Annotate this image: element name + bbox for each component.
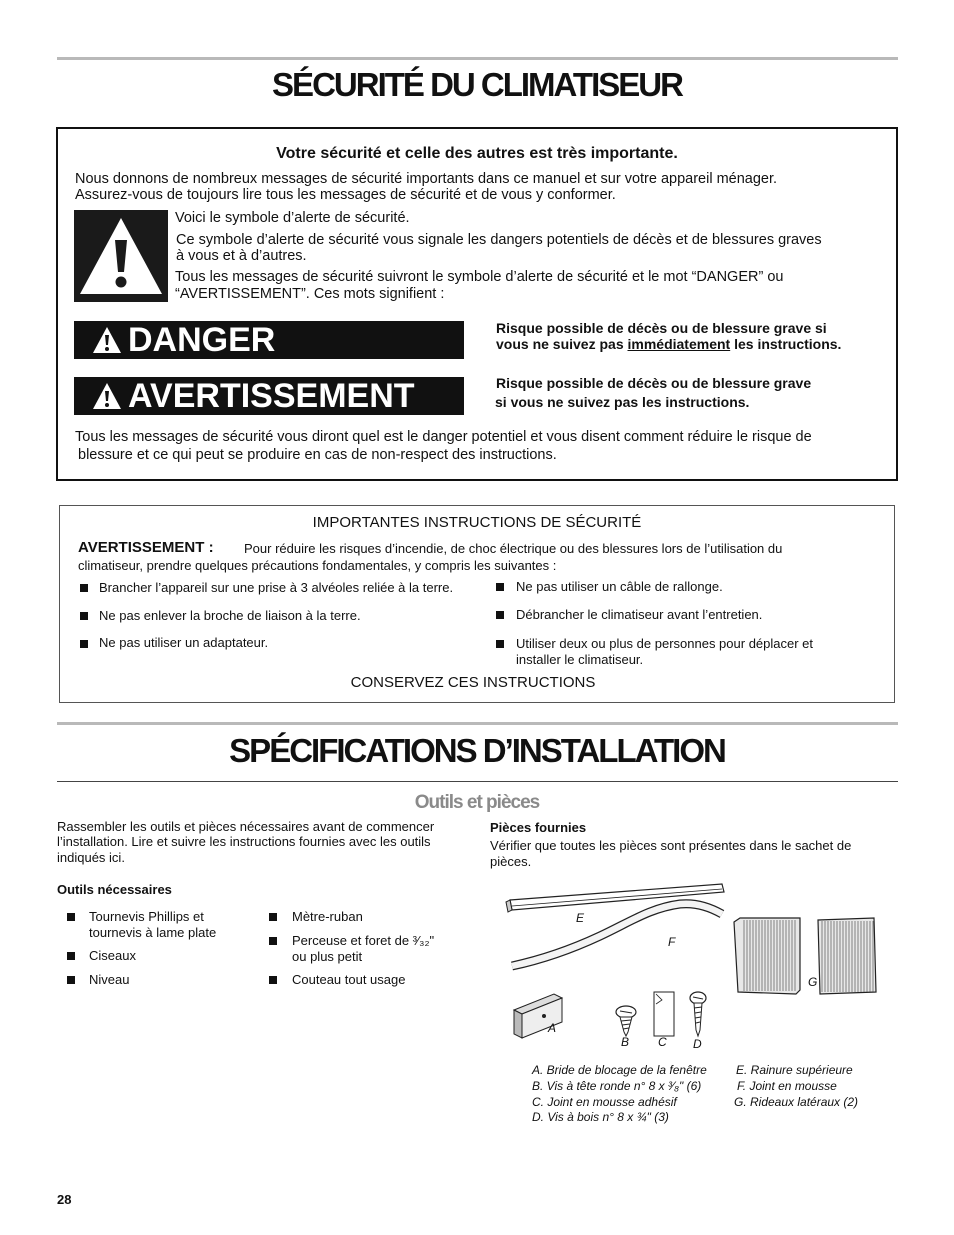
danger-alert-icon bbox=[92, 326, 122, 354]
round-head-screw-drawing bbox=[616, 1006, 636, 1036]
list-item: Utiliser deux ou plus de personnes pour déplacer et bbox=[516, 636, 814, 651]
list-item: Débrancher le climatiseur avant l’entretien. bbox=[516, 607, 763, 622]
list-item: Brancher l’appareil sur une prise à 3 alvéoles reliée à la terre. bbox=[99, 580, 454, 595]
install-intro-2: l’installation. Lire et suivre les instructions fournies avec les outils bbox=[57, 834, 431, 849]
caption-b: B. Vis à tête ronde n° 8 x ³⁄₈" (6) bbox=[532, 1079, 702, 1093]
tool-item: Couteau tout usage bbox=[292, 972, 406, 987]
caption-e: E. Rainure supérieure bbox=[736, 1063, 853, 1077]
parts-intro-1: Vérifier que toutes les pièces sont présentes dans le sachet de bbox=[490, 838, 852, 853]
install-title: SPÉCIFICATIONS D’INSTALLATION bbox=[229, 732, 725, 769]
closing-1: Tous les messages de sécurité vous diront quel est le danger potentiel et vous disent comment réduire le risque de bbox=[75, 429, 812, 445]
instructions-warning-label: AVERTISSEMENT : bbox=[78, 539, 214, 556]
tool-item: Tournevis Phillips et bbox=[89, 909, 204, 924]
all-msgs-2: “AVERTISSEMENT”. Ces mots signifient : bbox=[175, 286, 445, 302]
list-item: Ne pas utiliser un câble de rallonge. bbox=[516, 579, 723, 594]
instructions-warning-text-1: Pour réduire les risques d’incendie, de choc électrique ou des blessures lors de l’utilisation du bbox=[244, 541, 783, 556]
tool-item: Niveau bbox=[89, 972, 130, 987]
warning-label: AVERTISSEMENT bbox=[128, 377, 415, 415]
part-label-e: E bbox=[576, 911, 585, 925]
install-thin-rule bbox=[57, 781, 898, 782]
tool-item: Perceuse et foret de ³⁄₃₂" bbox=[292, 933, 435, 948]
bullet bbox=[80, 640, 88, 648]
bullet bbox=[269, 913, 277, 921]
safety-intro-2: Assurez-vous de toujours lire tous les messages de sécurité et de vous y conformer. bbox=[75, 187, 616, 203]
parts-heading: Pièces fournies bbox=[490, 820, 587, 835]
symbol-desc-1: Ce symbole d’alerte de sécurité vous signale les dangers potentiels de décès et de blessures graves bbox=[176, 232, 822, 248]
closing-2: blessure et ce qui peut se produire en cas de non-respect des instructions. bbox=[78, 447, 557, 463]
list-item: Ne pas enlever la broche de liaison à la terre. bbox=[99, 608, 361, 623]
danger-desc-2c: les instructions. bbox=[730, 336, 842, 352]
tool-item: Ciseaux bbox=[89, 948, 136, 963]
wood-screw-drawing bbox=[690, 992, 706, 1036]
top-rule bbox=[57, 57, 898, 60]
list-item-cont: installer le climatiseur. bbox=[516, 652, 644, 667]
danger-desc-2a: vous ne suivez pas bbox=[496, 336, 628, 352]
danger-desc-2b: immédiatement bbox=[627, 336, 731, 352]
bullet bbox=[67, 952, 75, 960]
part-label-a: A bbox=[548, 1021, 557, 1035]
tool-item-cont: ou plus petit bbox=[292, 949, 363, 964]
all-msgs-1: Tous les messages de sécurité suivront le symbole d’alerte de sécurité et le mot “DANGER” ou bbox=[175, 269, 784, 285]
warning-triangle-icon bbox=[74, 210, 168, 302]
warning-desc-1: Risque possible de décès ou de blessure grave bbox=[496, 375, 812, 391]
foam-strip-drawing bbox=[654, 992, 674, 1036]
danger-label: DANGER bbox=[128, 321, 276, 359]
bullet bbox=[496, 640, 504, 648]
part-label-d: D bbox=[693, 1037, 702, 1051]
part-label-g: G bbox=[808, 975, 818, 989]
tool-item: Mètre-ruban bbox=[292, 909, 363, 924]
install-intro-3: indiqués ici. bbox=[57, 850, 125, 865]
tool-item-cont: tournevis à lame plate bbox=[89, 925, 217, 940]
safety-heading: Votre sécurité et celle des autres est très importante. bbox=[276, 145, 678, 162]
caption-a: A. Bride de blocage de la fenêtre bbox=[532, 1063, 707, 1077]
bullet bbox=[496, 583, 504, 591]
danger-desc-2 bbox=[496, 336, 841, 352]
symbol-text: Voici le symbole d’alerte de sécurité. bbox=[175, 210, 410, 226]
danger-desc-1: Risque possible de décès ou de blessure grave si bbox=[496, 320, 827, 336]
side-curtain-right bbox=[818, 918, 876, 994]
safety-intro-1: Nous donnons de nombreux messages de sécurité importants dans ce manuel et sur votre appareil ménager. bbox=[75, 171, 778, 187]
bullet bbox=[67, 976, 75, 984]
instructions-heading: IMPORTANTES INSTRUCTIONS DE SÉCURITÉ bbox=[312, 514, 642, 531]
bullet bbox=[80, 612, 88, 620]
part-label-b: B bbox=[621, 1035, 630, 1049]
caption-g: G. Rideaux latéraux (2) bbox=[734, 1095, 859, 1109]
foam-seal-drawing bbox=[512, 904, 722, 966]
danger-banner bbox=[74, 321, 464, 359]
install-subtitle: Outils et pièces bbox=[414, 792, 540, 813]
symbol-desc-2: à vous et à d’autres. bbox=[176, 248, 307, 264]
bullet bbox=[496, 611, 504, 619]
caption-d: D. Vis à bois n° 8 x ¾" (3) bbox=[532, 1110, 669, 1124]
bullet bbox=[269, 937, 277, 945]
bullet bbox=[269, 976, 277, 984]
warning-desc-2: si vous ne suivez pas les instructions. bbox=[495, 394, 750, 410]
page-number: 28 bbox=[57, 1192, 72, 1207]
list-item: Ne pas utiliser un adaptateur. bbox=[99, 635, 269, 650]
side-curtain-left bbox=[734, 918, 800, 994]
page-title: SÉCURITÉ DU CLIMATISEUR bbox=[272, 66, 682, 103]
part-label-c: C bbox=[658, 1035, 667, 1049]
bullet bbox=[80, 584, 88, 592]
instructions-warning-text-2: climatiseur, prendre quelques précautions fondamentales, y compris les suivantes : bbox=[78, 558, 557, 573]
parts-illustration bbox=[500, 880, 880, 1055]
parts-intro-2: pièces. bbox=[490, 854, 532, 869]
bullet bbox=[67, 913, 75, 921]
warning-banner bbox=[74, 377, 464, 415]
install-intro-1: Rassembler les outils et pièces nécessaires avant de commencer bbox=[57, 819, 435, 834]
caption-c: C. Joint en mousse adhésif bbox=[532, 1095, 677, 1109]
warning-alert-icon bbox=[92, 382, 122, 410]
instructions-footer: CONSERVEZ CES INSTRUCTIONS bbox=[350, 674, 596, 691]
part-label-f: F bbox=[668, 935, 676, 949]
install-rule bbox=[57, 722, 898, 725]
tools-heading: Outils nécessaires bbox=[57, 882, 172, 897]
caption-f: F. Joint en mousse bbox=[737, 1079, 837, 1093]
